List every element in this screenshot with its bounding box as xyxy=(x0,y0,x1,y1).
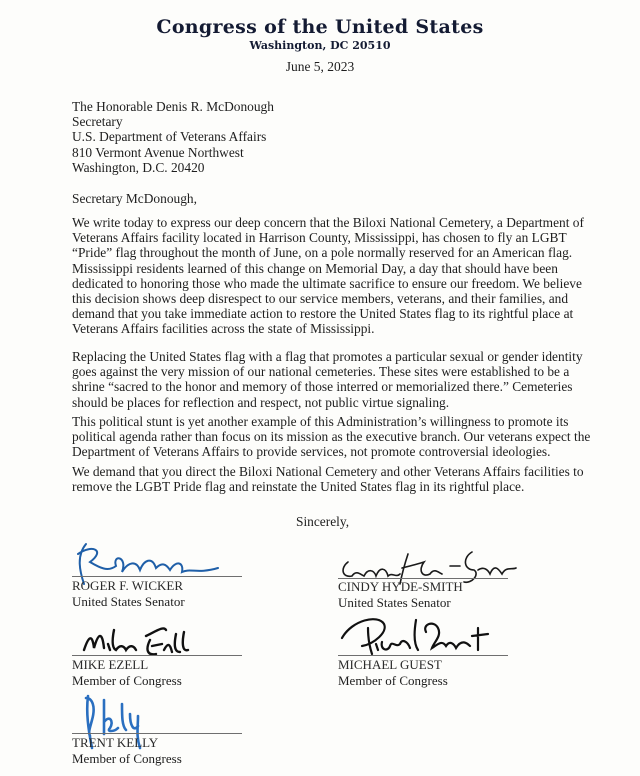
signatory-title: Member of Congress xyxy=(72,673,182,688)
recipient-line: Secretary xyxy=(72,114,123,130)
letterhead-title: Congress of the United States xyxy=(156,16,484,38)
body-paragraph: We write today to express our deep concern that the Biloxi National Cemetery, a Department of Veterans Affairs facility located in Harrison County, Mississippi, has chosen to fly an LGBT “Pride” flag throughout the month of June, on a pole normally reserved for an American flag. Mississippi residents learned of this change on Memorial Day, a day that should have been dedicated to honoring those who made the ultimate sacrifice to ensure our freedom. We believe this decision shows deep disrespect to our service members, veterans, and their families, and demand that you take immediate action to restore the United States flag to its rightful place at Veterans Affairs facilities across the state of Mississippi. xyxy=(72,215,584,337)
signature-line xyxy=(338,655,508,656)
signature-guest xyxy=(338,614,498,658)
salutation: Secretary McDonough, xyxy=(72,191,197,206)
signatory-name: MIKE EZELL xyxy=(72,657,149,672)
signatory-name: TRENT KELLY xyxy=(72,735,159,750)
closing: Sincerely, xyxy=(296,514,350,529)
body-paragraph: This political stunt is yet another example of this Administration’s willingness to promote its political agenda rather than focus on its mission as the executive branch. Our veterans expect the Department of Veterans Affairs to provide services, not promote controversial ideologies. xyxy=(72,414,591,460)
recipient-line: U.S. Department of Veterans Affairs xyxy=(72,129,267,145)
signature-line xyxy=(72,655,242,656)
letterhead-address: Washington, DC 20510 xyxy=(249,39,391,52)
signatory-name: CINDY HYDE-SMITH xyxy=(338,579,463,594)
signature-line xyxy=(72,576,242,577)
signature-line xyxy=(72,733,242,734)
recipient-line: Washington, D.C. 20420 xyxy=(72,159,205,175)
signatory-name: MICHAEL GUEST xyxy=(338,657,442,672)
body-paragraph: Replacing the United States flag with a flag that promotes a particular sexual or gender identity goes against the very mission of our national cemeteries. These sites were established to be a shrine “sacred to the honor and memory of those interred or memorialized there.” Cemeteries should be places for reflection and respect, not public virtue signaling. xyxy=(72,349,583,410)
body-paragraph: We demand that you direct the Biloxi National Cemetery and other Veterans Affairs facilities to remove the LGBT Pride flag and reinstate the United States flag in its rightful place. xyxy=(72,464,584,495)
letter-date: June 5, 2023 xyxy=(285,59,355,74)
signatory-title: Member of Congress xyxy=(338,673,448,688)
signatory-title: United States Senator xyxy=(338,595,451,610)
signatory-name: ROGER F. WICKER xyxy=(72,578,184,593)
recipient-address xyxy=(72,99,592,175)
recipient-line: The Honorable Denis R. McDonough xyxy=(72,99,274,114)
recipient-line: 810 Vermont Avenue Northwest xyxy=(72,144,244,160)
signatory-title: United States Senator xyxy=(72,594,185,609)
signatory-title: Member of Congress xyxy=(72,751,182,766)
